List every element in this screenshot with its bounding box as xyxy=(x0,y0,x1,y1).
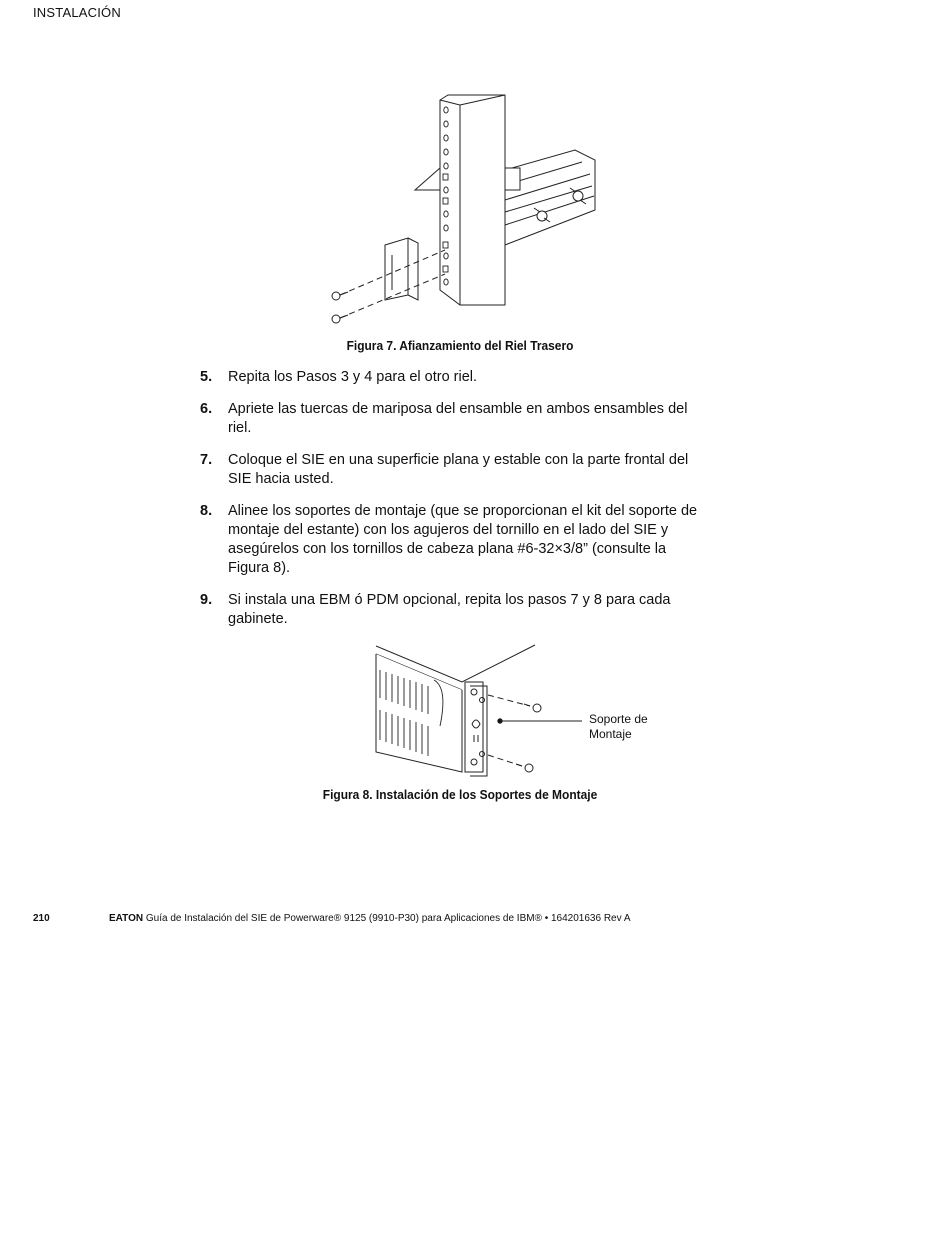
section-header: INSTALACIÓN xyxy=(33,5,121,20)
screw-icon xyxy=(332,292,348,300)
callout-mounting-bracket-line2: Montaje xyxy=(589,727,632,741)
step-item xyxy=(200,400,700,438)
step-number: 5. xyxy=(200,369,213,385)
callout-mounting-bracket-line1: Soporte de xyxy=(589,712,648,726)
step-text: Repita los Pasos 3 y 4 para el otro riel. xyxy=(228,369,478,385)
step-item xyxy=(200,502,700,578)
footer-text xyxy=(109,913,631,924)
step-text: Si instala una EBM ó PDM opcional, repita los pasos 7 y 8 para cada gabinete. xyxy=(228,592,671,627)
installation-steps xyxy=(200,368,700,642)
footer-description: Guía de Instalación del SIE de Powerware® 9125 (9910-P30) para Aplicaciones de IBM® • 164201636 Rev A xyxy=(145,913,631,924)
figure-7-illustration xyxy=(320,90,620,335)
screw-icon xyxy=(332,315,348,323)
step-number: 9. xyxy=(200,592,213,608)
step-item xyxy=(200,368,700,387)
figure-8-caption: Figura 8. Instalación de los Soportes de Montaje xyxy=(322,787,598,802)
figure-7-caption: Figura 7. Afianzamiento del Riel Trasero xyxy=(346,338,574,353)
screw-icon xyxy=(516,764,533,772)
step-text: Apriete las tuercas de mariposa del ensamble en ambos ensambles del riel. xyxy=(228,401,688,436)
step-text: Coloque el SIE en una superficie plana y estable con la parte frontal del SIE hacia usted. xyxy=(228,452,689,487)
brand-name: EATON xyxy=(109,913,144,924)
figure-8-illustration xyxy=(370,640,670,780)
step-number: 8. xyxy=(200,503,213,519)
step-number: 6. xyxy=(200,401,213,417)
page-number: 210 xyxy=(33,913,50,924)
step-item xyxy=(200,451,700,489)
step-text: Alinee los soportes de montaje (que se proporcionan el kit del soporte de montaje del estante) con los agujeros del tornillo en el lado del SIE y asegúrelos con los tornillos de cabeza plana #6-32×3/8” (consulte la Figura 8). xyxy=(228,503,698,576)
screw-icon xyxy=(524,704,541,712)
step-number: 7. xyxy=(200,452,213,468)
step-item xyxy=(200,591,700,629)
